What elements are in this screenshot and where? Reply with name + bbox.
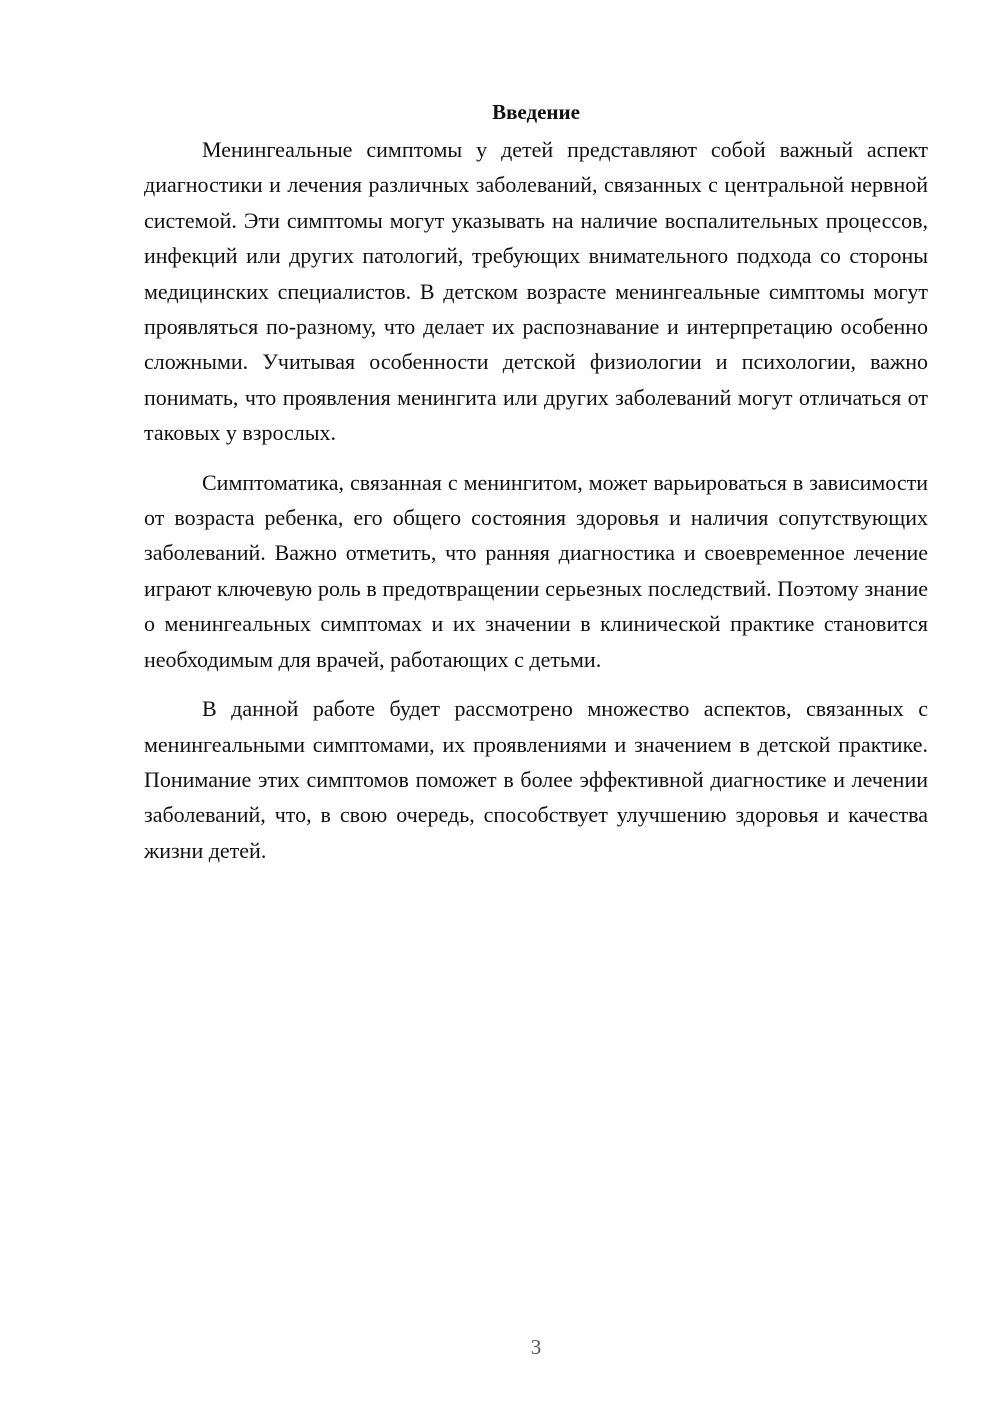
- paragraph-1: Менингеальные симптомы у детей представляют собой важный аспект диагностики и лечения различных заболеваний, связанных с центральной нервной системой. Эти симптомы могут указывать на наличие воспалительных процессов, инфекций или других патологий, требующих внимательного подхода со стороны медицинских специалистов. В детском возрасте менингеальные симптомы могут проявляться по-разному, что делает их распознавание и интерпретацию особенно сложными. Учитывая особенности детской физиологии и психологии, важно понимать, что проявления менингита или других заболеваний могут отличаться от таковых у взрослых.: [144, 137, 928, 446]
- paragraph-2: Симптоматика, связанная с менингитом, может варьироваться в зависимости от возраста ребенка, его общего состояния здоровья и наличия сопутствующих заболеваний. Важно отметить, что ранняя диагностика и своевременное лечение играют ключевую роль в предотвращении серьезных последствий. Поэтому знание о менингеальных симптомах и их значении в клинической практике становится необходимым для врачей, работающих с детьми.: [144, 469, 928, 672]
- section-title: Введение: [492, 100, 580, 124]
- page-number: 3: [530, 1335, 542, 1359]
- page-content: [144, 96, 928, 882]
- paragraph-3: В данной работе будет рассмотрено множество аспектов, связанных с менингеальными симптомами, их проявлениями и значением в детской практике. Понимание этих симптомов поможет в более эффективной диагностике и лечении заболеваний, что, в свою очередь, способствует улучшению здоровья и качества жизни детей.: [144, 696, 928, 863]
